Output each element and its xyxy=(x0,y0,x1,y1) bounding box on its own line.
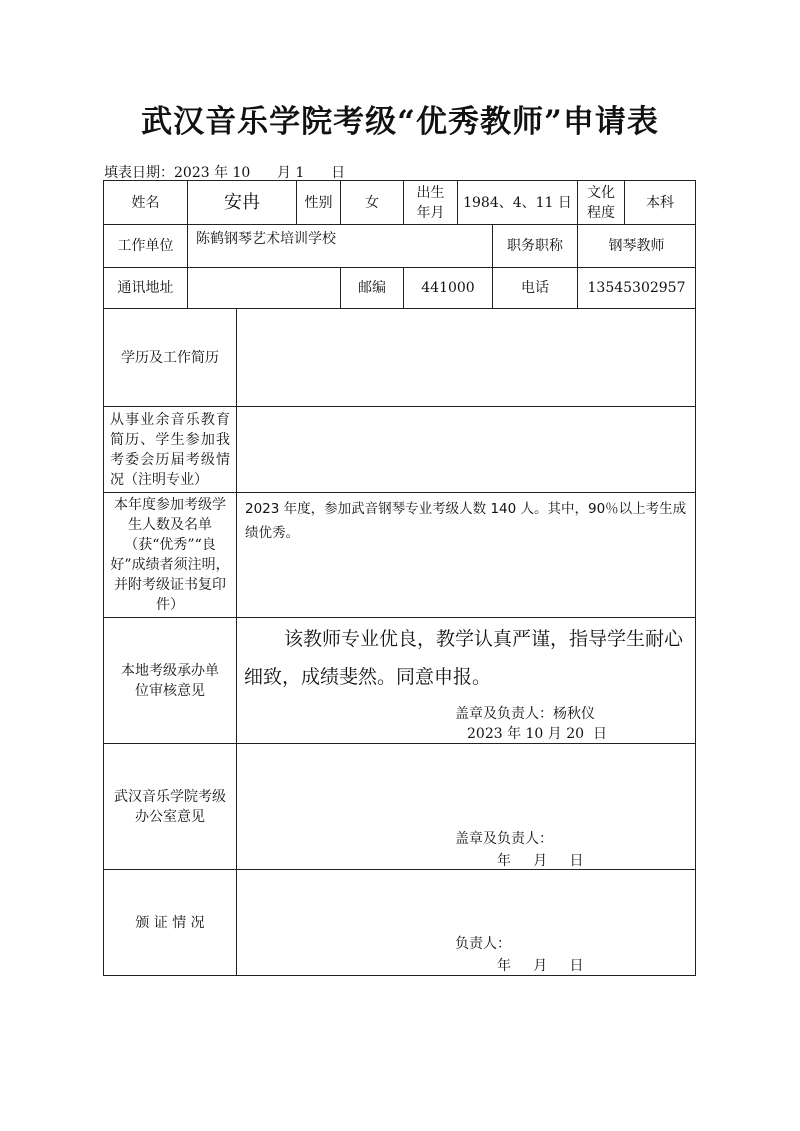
history-label-cell xyxy=(103,406,237,493)
birth-label-line1: 出生 xyxy=(416,184,445,201)
history-label: 从事业余音乐教育简历、学生参加我考委会历届考级情况（注明专业） xyxy=(110,411,230,488)
office-content xyxy=(236,743,696,870)
work-value: 陈鹤钢琴艺术培训学校 xyxy=(187,224,493,268)
work-label: 工作单位 xyxy=(103,224,188,268)
cert-sign: 负责人： xyxy=(455,936,511,952)
cert-date: 年 月 日 xyxy=(497,958,584,974)
resume-content xyxy=(236,308,696,407)
birth-label xyxy=(403,180,458,225)
local-sign: 盖章及负责人：杨秋仪 xyxy=(455,706,595,722)
resume-label: 学历及工作简历 xyxy=(103,308,237,407)
page-title: 武汉音乐学院考级“优秀教师”申请表 xyxy=(141,104,659,140)
postcode-label: 邮编 xyxy=(340,267,404,309)
phone-value: 13545302957 xyxy=(577,267,696,309)
local-label: 本地考级承办单位审核意见 xyxy=(121,662,219,699)
students-content xyxy=(236,492,696,618)
office-date: 年 月 日 xyxy=(497,853,584,869)
gender-value: 女 xyxy=(340,180,404,225)
cert-content xyxy=(236,869,696,976)
phone-label: 电话 xyxy=(492,267,578,309)
postcode-value: 441000 xyxy=(403,267,493,309)
students-value: 2023 年度，参加武音钢琴专业考级人数 140 人。其中，90％以上考生成绩优秀。 xyxy=(245,501,687,541)
cert-label: 颁 证 情 况 xyxy=(103,869,237,976)
address-label: 通讯地址 xyxy=(103,267,188,309)
office-label: 武汉音乐学院考级办公室意见 xyxy=(114,788,226,825)
office-sign: 盖章及负责人： xyxy=(455,831,553,847)
name-value: 安冉 xyxy=(187,180,297,225)
edu-label xyxy=(577,180,625,225)
position-label: 职务职称 xyxy=(492,224,578,268)
history-content xyxy=(236,406,696,493)
fill-date: 填表日期：2023 年 10 月 1 日 xyxy=(104,165,346,181)
students-label: 本年度参加考级学生人数及名单（获“优秀”“良好”成绩者须注明，并附考级证书复印件） xyxy=(110,497,230,613)
students-label-cell xyxy=(103,492,237,618)
gender-label: 性别 xyxy=(296,180,341,225)
edu-value: 本科 xyxy=(624,180,696,225)
local-label-cell xyxy=(103,617,237,744)
address-value xyxy=(187,267,341,309)
local-date: 2023 年 10 月 20 日 xyxy=(467,726,607,742)
birth-label-line2: 年月 xyxy=(416,204,445,221)
birth-value: 1984、4、11 日 xyxy=(457,180,578,225)
edu-label-line2: 程度 xyxy=(587,204,615,221)
position-value: 钢琴教师 xyxy=(577,224,696,268)
local-opinion: 该教师专业优良，教学认真严谨，指导学生耐心细致，成绩斐然。同意申报。 xyxy=(244,628,684,688)
edu-label-line1: 文化 xyxy=(587,184,615,201)
name-label: 姓名 xyxy=(103,180,188,225)
office-label-cell xyxy=(103,743,237,870)
